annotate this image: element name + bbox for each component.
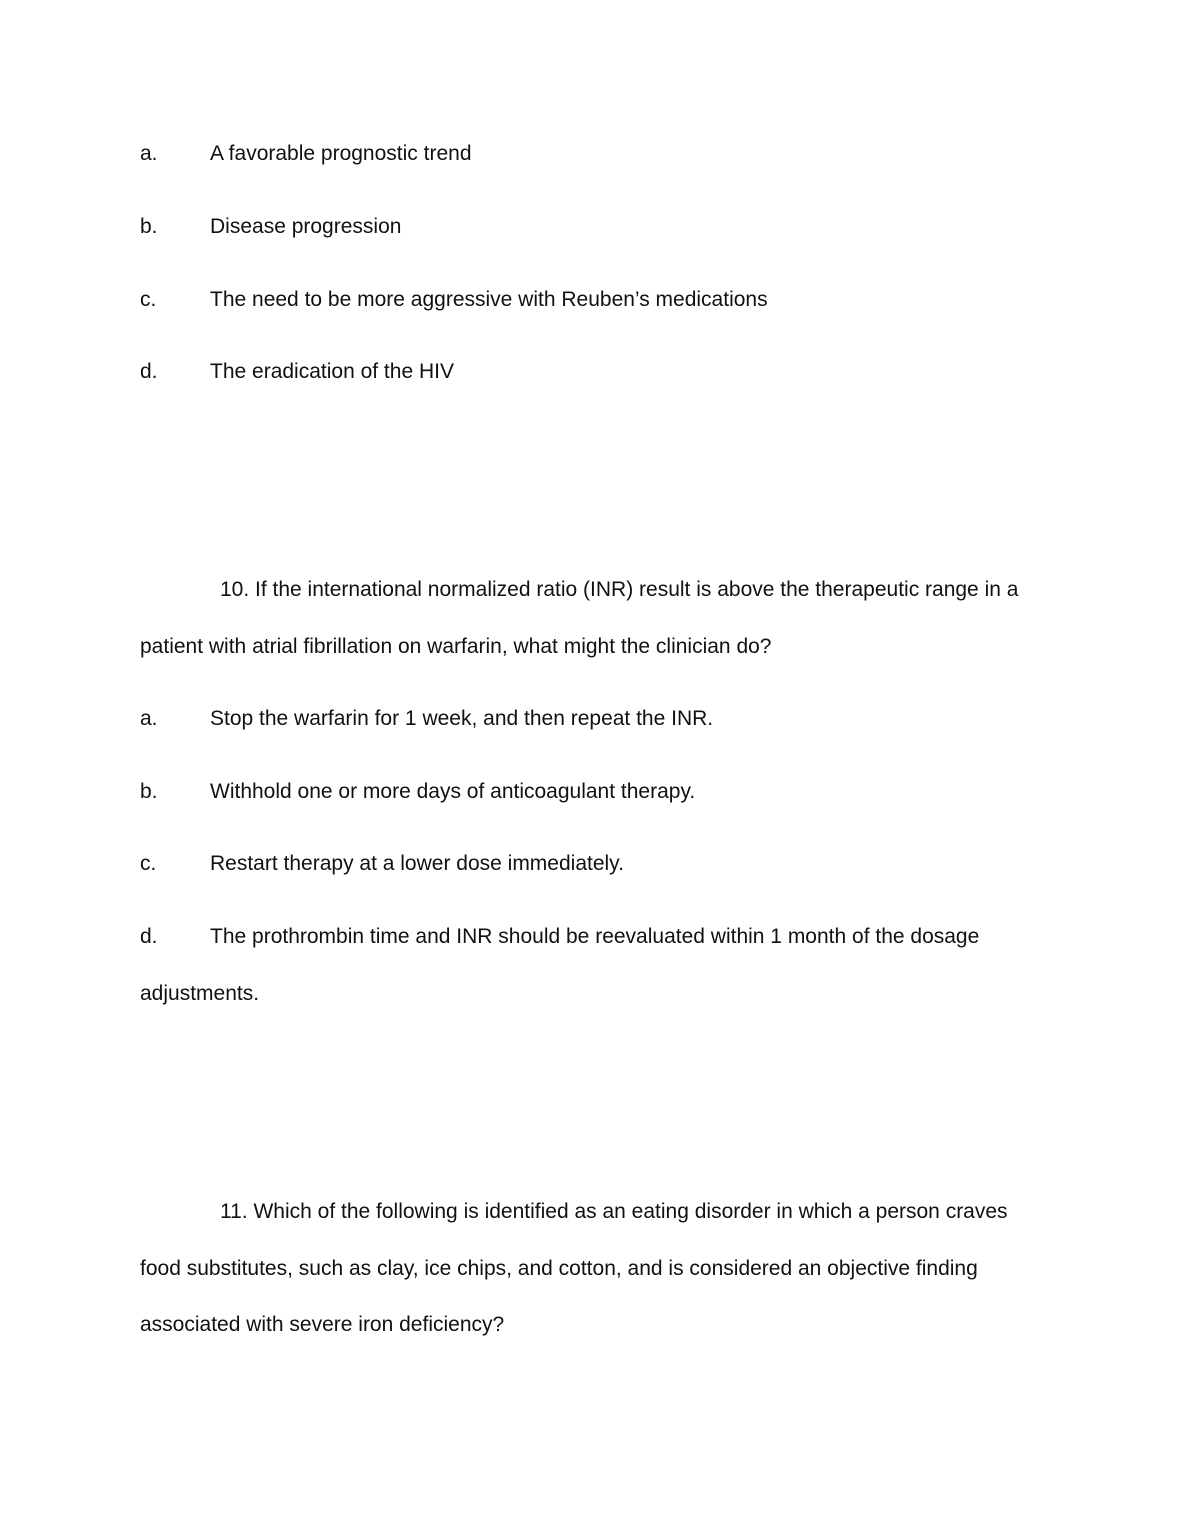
option-letter: d. — [140, 360, 158, 383]
option-letter: a. — [140, 707, 158, 730]
q11-stem-line3: associated with severe iron deficiency? — [140, 1313, 505, 1336]
q10-stem-line1: 10. If the international normalized ratio (INR) result is above the therapeutic range in a — [220, 578, 1019, 601]
q10-stem-line2: patient with atrial fibrillation on warfarin, what might the clinician do? — [140, 635, 772, 658]
option-text: Withhold one or more days of anticoagulant therapy. — [210, 780, 696, 803]
option-text: The prothrombin time and INR should be reevaluated within 1 month of the dosage — [210, 925, 980, 948]
option-text: Stop the warfarin for 1 week, and then repeat the INR. — [210, 707, 714, 730]
option-letter: b. — [140, 780, 158, 803]
option-text: A favorable prognostic trend — [210, 142, 472, 165]
option-letter: d. — [140, 925, 158, 948]
option-text: The need to be more aggressive with Reuben’s medications — [210, 288, 768, 311]
q10-option-d-continuation: adjustments. — [140, 982, 260, 1005]
option-letter: b. — [140, 215, 158, 238]
option-letter: c. — [140, 852, 157, 875]
option-letter: c. — [140, 288, 157, 311]
option-text: Restart therapy at a lower dose immediately. — [210, 852, 624, 875]
q11-stem-line1: 11. Which of the following is identified as an eating disorder in which a person craves — [220, 1200, 1008, 1223]
option-letter: a. — [140, 142, 158, 165]
option-text: Disease progression — [210, 215, 402, 238]
option-text: The eradication of the HIV — [210, 360, 454, 383]
q11-stem-line2: food substitutes, such as clay, ice chips, and cotton, and is considered an objective finding — [140, 1257, 978, 1280]
